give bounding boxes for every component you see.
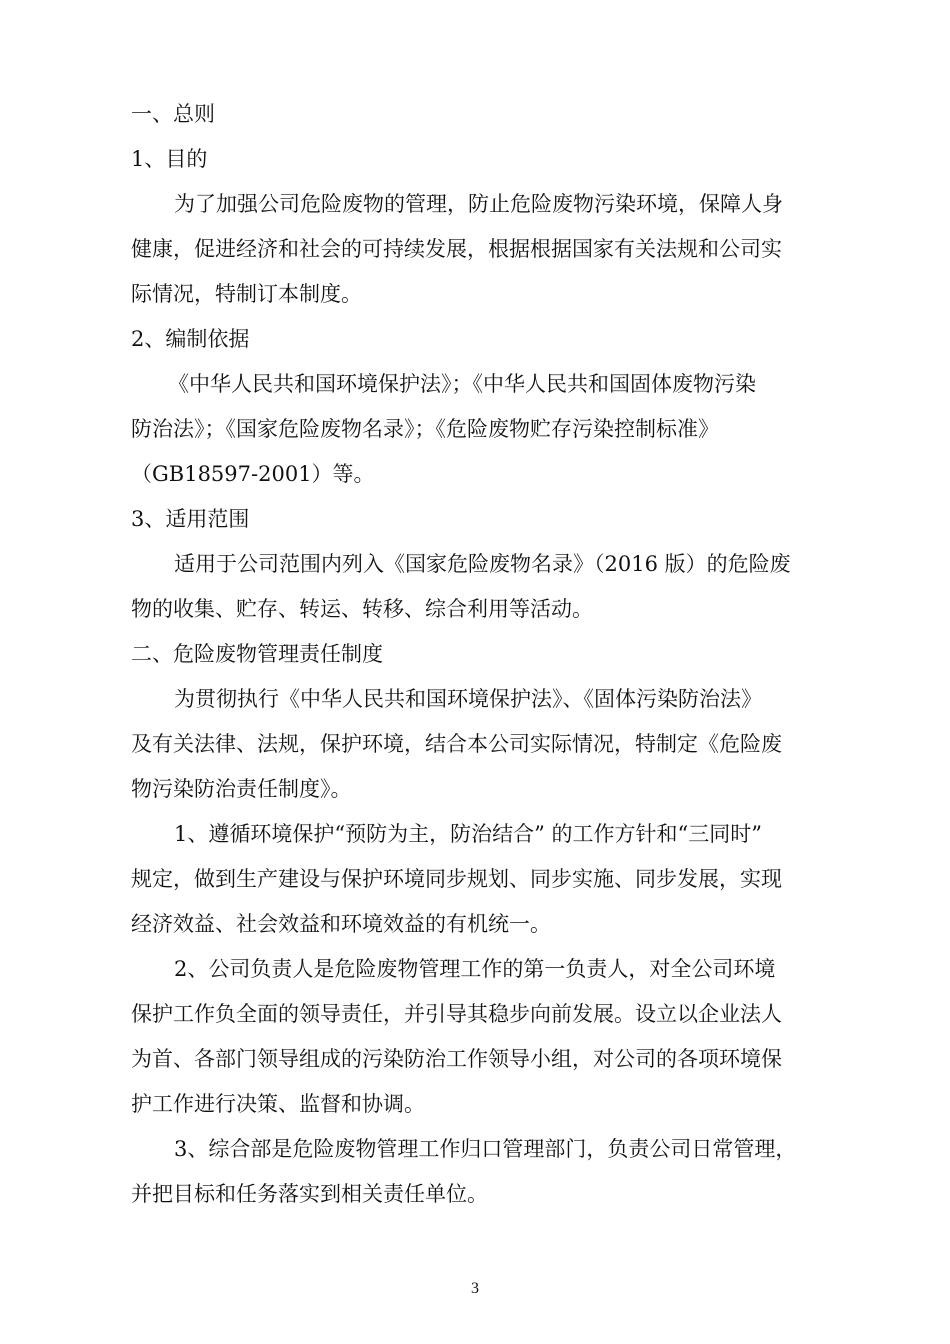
paragraph-line: 保护工作负全面的领导责任，并引导其稳步向前发展。设立以企业法人 <box>131 1002 782 1026</box>
paragraph-line: 规定，做到生产建设与保护环境同步规划、同步实施、同步发展，实现 <box>131 867 782 891</box>
subheading-purpose: 1、目的 <box>131 147 208 171</box>
document-body <box>131 92 831 1217</box>
paragraph-line: 并把目标和任务落实到相关责任单位。 <box>131 1182 488 1206</box>
paragraph-line: 健康，促进经济和社会的可持续发展，根据根据国家有关法规和公司实 <box>131 237 782 261</box>
paragraph-line: 为首、各部门领导组成的污染防治工作领导小组，对公司的各项环境保 <box>131 1047 782 1071</box>
section-heading-responsibility: 二、危险废物管理责任制度 <box>131 642 383 666</box>
page-number: 3 <box>471 1280 479 1297</box>
paragraph-line: 2、公司负责人是危险废物管理工作的第一负责人，对全公司环境 <box>174 957 776 981</box>
paragraph-line: 防治法》；《国家危险废物名录》；《危险废物贮存污染控制标准》 <box>131 417 719 441</box>
paragraph-line: （GB18597-2001）等。 <box>131 462 375 486</box>
paragraph-line: 为了加强公司危险废物的管理，防止危险废物污染环境，保障人身 <box>174 192 783 216</box>
subheading-basis: 2、编制依据 <box>131 327 250 351</box>
paragraph-line: 为贯彻执行《中华人民共和国环境保护法》、《固体污染防治法》 <box>174 687 762 711</box>
paragraph-line: 3、综合部是危险废物管理工作归口管理部门，负责公司日常管理， <box>174 1137 797 1161</box>
paragraph-line: 及有关法律、法规，保护环境，结合本公司实际情况，特制定《危险废 <box>131 732 782 756</box>
paragraph-line: 适用于公司范围内列入《国家危险废物名录》（2016 版）的危险废 <box>174 552 791 576</box>
paragraph-line: 护工作进行决策、监督和协调。 <box>131 1092 425 1116</box>
paragraph-line: 物污染防治责任制度》。 <box>131 777 352 801</box>
section-heading-general: 一、总则 <box>131 102 215 126</box>
paragraph-line: 经济效益、社会效益和环境效益的有机统一。 <box>131 912 551 936</box>
paragraph-line: 1、遵循环境保护“预防为主，防治结合” 的工作方针和“三同时” <box>174 822 762 846</box>
subheading-scope: 3、适用范围 <box>131 507 250 531</box>
paragraph-line: 物的收集、贮存、转运、转移、综合利用等活动。 <box>131 597 593 621</box>
paragraph-line: 《中华人民共和国环境保护法》；《中华人民共和国固体废物污染 <box>168 372 756 396</box>
paragraph-line: 际情况，特制订本制度。 <box>131 282 362 306</box>
